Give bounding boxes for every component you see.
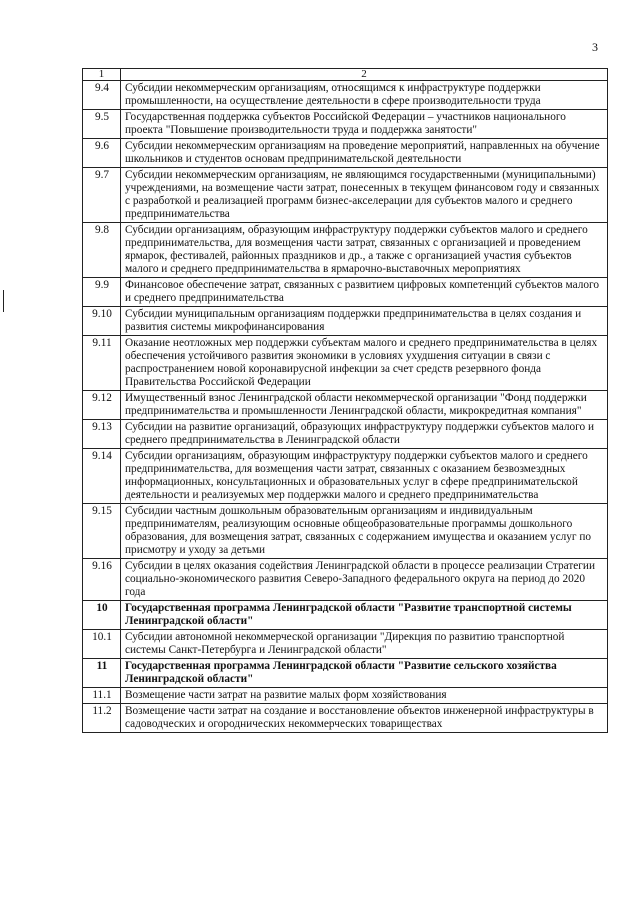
- header-col-1: 1: [83, 69, 121, 81]
- table-row: [83, 659, 608, 688]
- row-number: 9.5: [83, 110, 121, 139]
- table-row: [83, 307, 608, 336]
- row-text: Субсидии муниципальным организациям поддержки предпринимательства в целях создания и развития системы микрофинансирования: [121, 307, 608, 336]
- row-number: 10: [83, 601, 121, 630]
- table-row: [83, 336, 608, 391]
- row-number: 9.12: [83, 391, 121, 420]
- header-col-2: 2: [121, 69, 608, 81]
- table-row: [83, 110, 608, 139]
- table-row: [83, 449, 608, 504]
- table-row: [83, 504, 608, 559]
- page-number: 3: [592, 40, 598, 54]
- row-text: Государственная поддержка субъектов Российской Федерации – участников национального проекта "Повышение производительности труда и поддержка занятости": [121, 110, 608, 139]
- budget-table: [82, 68, 608, 733]
- row-text: Государственная программа Ленинградской области "Развитие сельского хозяйства Ленинградской области": [121, 659, 608, 688]
- row-text: Субсидии автономной некоммерческой организации "Дирекция по развитию транспортной системы Санкт-Петербурга и Ленинградской области": [121, 630, 608, 659]
- row-number: 9.14: [83, 449, 121, 504]
- table-row: [83, 168, 608, 223]
- scan-edge-mark: [3, 290, 4, 312]
- row-text: Субсидии некоммерческим организациям, относящимся к инфраструктуре поддержки промышленности, на осуществление деятельности в сфере производительности труда: [121, 81, 608, 110]
- row-number: 11: [83, 659, 121, 688]
- table-header-row: [83, 69, 608, 81]
- table-body: [83, 69, 608, 733]
- row-text: Субсидии в целях оказания содействия Ленинградской области в процессе реализации Стратегии социально-экономического развития Северо-Западного федерального округа на период до 2020 года: [121, 559, 608, 601]
- table-row: [83, 630, 608, 659]
- row-text: Имущественный взнос Ленинградской области некоммерческой организации "Фонд поддержки предпринимательства и промышленности Ленинградской области, микрокредитная компания": [121, 391, 608, 420]
- row-number: 9.16: [83, 559, 121, 601]
- row-number: 9.11: [83, 336, 121, 391]
- row-text: Оказание неотложных мер поддержки субъектам малого и среднего предпринимательства в целях обеспечения устойчивого развития экономики в условиях ухудшения ситуации в связи с распространением новой коронавирусной инфекции за счет средств резервного фонда Правительства Российской Федерации: [121, 336, 608, 391]
- table-row: [83, 223, 608, 278]
- row-text: Субсидии организациям, образующим инфраструктуру поддержки субъектов малого и среднего предпринимательства, для возмещения части затрат, связанных с оказанием безвозмездных информационных, консультационных и образовательных услуг в сфере предпринимательской деятельности и реализуемых мер поддержки малого и среднего предпринимательства: [121, 449, 608, 504]
- table-row: [83, 139, 608, 168]
- table-row: [83, 420, 608, 449]
- row-number: 9.15: [83, 504, 121, 559]
- table-row: [83, 601, 608, 630]
- table-row: [83, 278, 608, 307]
- row-number: 9.6: [83, 139, 121, 168]
- row-number: 9.10: [83, 307, 121, 336]
- table-row: [83, 704, 608, 733]
- row-number: 9.4: [83, 81, 121, 110]
- table-row: [83, 81, 608, 110]
- row-text: Субсидии на развитие организаций, образующих инфраструктуру поддержки субъектов малого и среднего предпринимательства в Ленинградской области: [121, 420, 608, 449]
- row-text: Субсидии некоммерческим организациям на проведение мероприятий, направленных на обучение школьников и студентов основам предпринимательской деятельности: [121, 139, 608, 168]
- row-text: Финансовое обеспечение затрат, связанных с развитием цифровых компетенций субъектов малого и среднего предпринимательства: [121, 278, 608, 307]
- table-row: [83, 391, 608, 420]
- table-row: [83, 688, 608, 704]
- row-number: 11.2: [83, 704, 121, 733]
- row-number: 9.7: [83, 168, 121, 223]
- row-text: Возмещение части затрат на создание и восстановление объектов инженерной инфраструктуры в садоводческих и огороднических некоммерческих товариществах: [121, 704, 608, 733]
- row-number: 10.1: [83, 630, 121, 659]
- row-text: Государственная программа Ленинградской области "Развитие транспортной системы Ленинградской области": [121, 601, 608, 630]
- row-number: 11.1: [83, 688, 121, 704]
- row-text: Субсидии организациям, образующим инфраструктуру поддержки субъектов малого и среднего предпринимательства, для возмещения части затрат, связанных с организацией и проведением ярмарок, фестивалей, районных праздников и др., а также с организацией участия субъектов малого и среднего предпринимательства в ярмарочно-выставочных мероприятиях: [121, 223, 608, 278]
- row-text: Возмещение части затрат на развитие малых форм хозяйствования: [121, 688, 608, 704]
- table-row: [83, 559, 608, 601]
- row-text: Субсидии частным дошкольным образовательным организациям и индивидуальным предпринимателям, реализующим основные общеобразовательные программы дошкольного образования, для возмещения затрат, связанных с содержанием имущества и оказанием услуг по присмотру и уходу за детьми: [121, 504, 608, 559]
- row-text: Субсидии некоммерческим организациям, не являющимся государственными (муниципальными) учреждениями, на возмещение части затрат, понесенных в текущем финансовом году и связанных с разработкой и реализацией программ бизнес-акселерации для субъектов малого и среднего предпринимательства: [121, 168, 608, 223]
- row-number: 9.8: [83, 223, 121, 278]
- row-number: 9.9: [83, 278, 121, 307]
- row-number: 9.13: [83, 420, 121, 449]
